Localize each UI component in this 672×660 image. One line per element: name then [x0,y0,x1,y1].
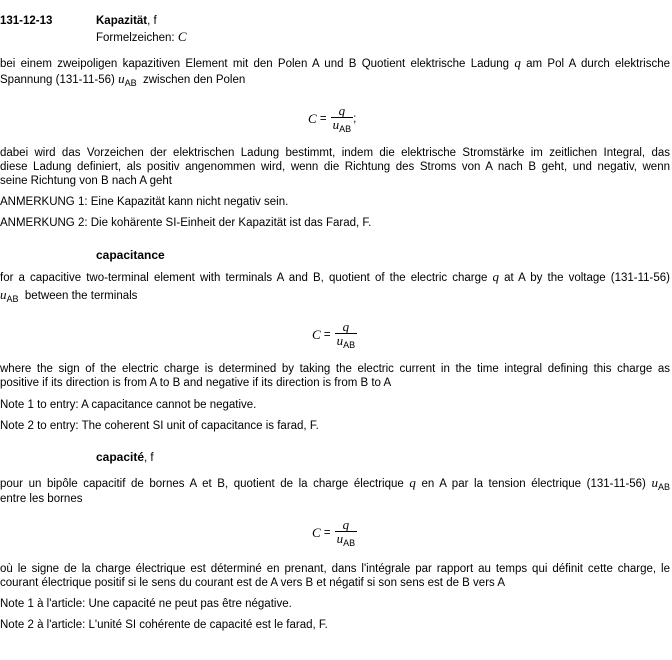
de-anmerkung-2: ANMERKUNG 2: Die kohärente SI-Einheit der Kapazität ist das Farad, F. [0,217,372,229]
gender-de: , f [147,15,157,27]
de-note-line-2: diese Ladung definiert, als positiv angenommen wird, wenn die Richtung des Stroms von A nach B geht, und negativ, wenn [0,161,670,173]
term-de-heading [96,14,157,28]
term-fr-heading [96,450,154,465]
en-formula: C = $\frac{q}{u_{AB}}$ [312,319,356,350]
fr-note-line-1: où le signe de la charge électrique est déterminé en prenant, dans l'intégrale par rapport au temps qui définit cette charge, le [0,563,670,575]
en-note-2: Note 2 to entry: The coherent SI unit of capacitance is farad, F. [0,420,319,432]
en-var-q: q [492,269,499,284]
term-fr: capacité [96,450,145,464]
fr-definition-line-2: entre les bornes [0,493,83,505]
fr-note-1: Note 1 à l'article: Une capacité ne peut pas être négative. [0,598,292,610]
de-note-line-3: seine Richtung von B nach A geht [0,175,172,187]
fr-var-q: q [409,475,416,490]
de-var-u: $u_{AB}$ [118,71,137,88]
symbol-value: C [177,29,187,44]
en-definition-line-2: $u_{AB}$ between the terminals [0,287,138,304]
de-note-line-1: dabei wird das Vorzeichen der elektrischen Ladung bestimmt, indem die elektrische Stromstärke im zeitlichen Integral, das [0,147,670,159]
en-var-u: $u_{AB}$ [0,287,19,304]
de-definition-line-1: bei einem zweipoligen kapazitiven Element mit den Polen A und B Quotient elektrische Ladung q am Pol A durch elektrische [0,55,670,70]
gender-fr: , f [144,452,154,464]
en-note-line-2: positive if its direction is from A to B and negative if its direction is from B to A [0,377,392,389]
de-var-q: q [514,55,521,70]
de-anmerkung-1: ANMERKUNG 1: Eine Kapazität kann nicht negativ sein. [0,196,289,208]
en-definition-line-1: for a capacitive two-terminal element with terminals A and B, quotient of the electric charge q at A by the voltage (131-11-56) [0,269,670,284]
fr-var-u: $u_{AB}$ [651,475,671,492]
fr-note-line-2: courant électrique positif si le sens du courant est de A vers B et négatif si son sens est de B vers A [0,577,506,589]
entry-number: 131-12-13 [0,15,53,27]
en-note-line-1: where the sign of the electric charge is determined by taking the electric current in the time integral defining this charge as [0,363,670,375]
fr-definition-line-1: pour un bipôle capacitif de bornes A et B, quotient de la charge électrique q en A par la tension électrique (131-11-56) $u_{AB}$ [0,475,671,492]
fr-formula: C = $\frac{q}{u_{AB}}$ [312,517,356,548]
symbol-line [96,30,187,45]
symbol-label: Formelzeichen: [96,32,175,44]
de-formula-suffix: ; [353,112,357,125]
term-en: capacitance [96,248,165,262]
de-definition-line-2: Spannung (131-11-56) $u_{AB}$ zwischen den Polen [0,71,246,88]
term-de: Kapazität [96,15,148,27]
en-note-1: Note 1 to entry: A capacitance cannot be negative. [0,399,257,411]
de-formula: C = $\frac{q}{u_{AB}}$ ; [308,103,357,134]
fr-note-2: Note 2 à l'article: L'unité SI cohérente de capacité est le farad, F. [0,619,328,631]
